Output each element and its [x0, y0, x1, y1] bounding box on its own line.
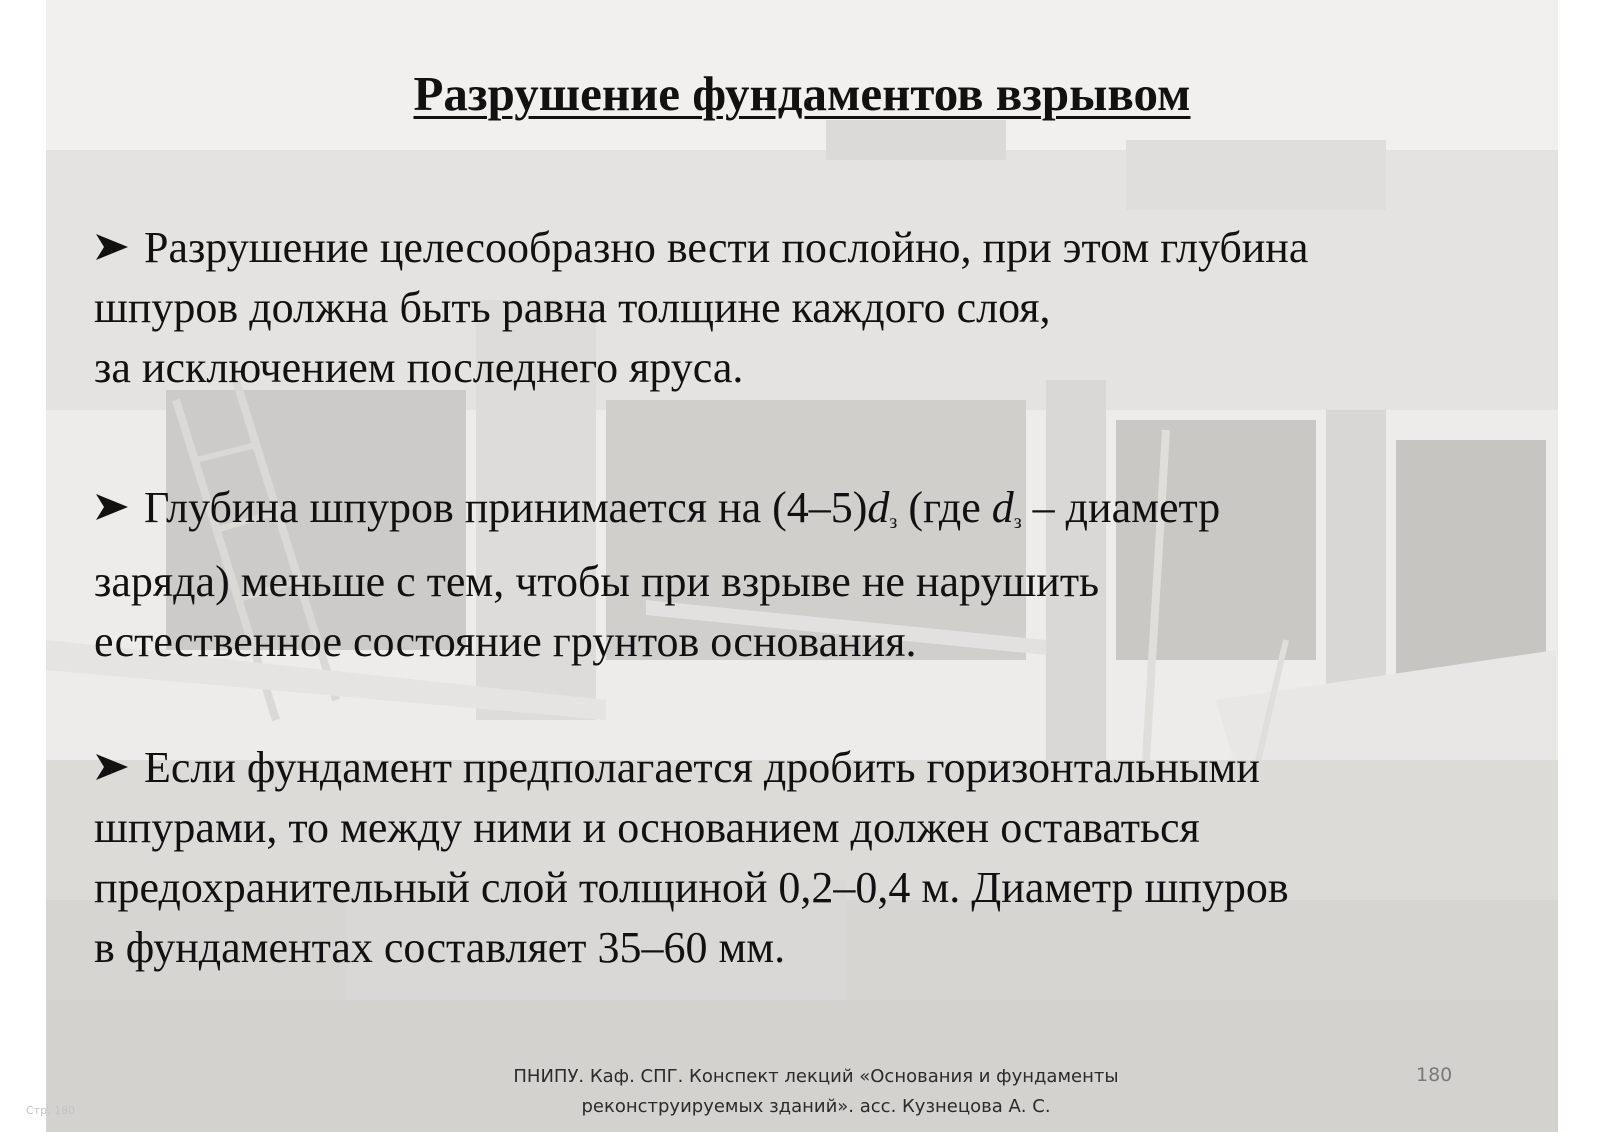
charge-diameter-variable: d	[867, 483, 890, 532]
bullet-item-1	[94, 218, 1534, 398]
page-number: 180	[1416, 1064, 1453, 1086]
arrowhead-bullet-icon	[94, 232, 130, 262]
bullet-item-3	[94, 738, 1534, 978]
bullet-2-line-2: заряда) меньше с тем, чтобы при взрыве не нарушить	[94, 557, 1100, 606]
bullet-1-line-3: за исключением последнего яруса.	[94, 343, 744, 392]
slide-footer	[466, 1062, 1166, 1122]
footer-line-1: ПНИПУ. Каф. СПГ. Конспект лекций «Основания и фундаменты	[513, 1066, 1119, 1087]
slide-title: Разрушение фундаментов взрывом	[413, 66, 1191, 121]
page-mark: Стр. 180	[26, 1104, 76, 1117]
slide	[46, 0, 1558, 1132]
arrowhead-bullet-icon	[94, 492, 130, 522]
bullet-2-line-1-a: Глубина шпуров принимается на (4–5)	[144, 483, 868, 532]
bullet-2-line-3: естественное состояние грунтов основания.	[94, 617, 917, 666]
bullet-3-line-1: Если фундамент предполагается дробить горизонтальными	[144, 743, 1260, 792]
bullet-2-line-1-b: (где	[897, 483, 992, 532]
bullet-1-line-1: Разрушение целесообразно вести послойно, при этом глубина	[144, 223, 1309, 272]
arrowhead-bullet-icon	[94, 752, 130, 782]
charge-diameter-subscript: з	[1013, 511, 1022, 533]
bullet-item-2	[94, 478, 1534, 672]
bullet-2-line-1-c: – диаметр	[1021, 483, 1221, 532]
bullet-3-line-4: в фундаментах составляет 35–60 мм.	[94, 923, 786, 972]
charge-diameter-subscript: з	[889, 511, 898, 533]
bullet-3-line-3: предохранительный слой толщиной 0,2–0,4 м. Диаметр шпуров	[94, 863, 1289, 912]
bullet-1-line-2: шпуров должна быть равна толщине каждого слоя,	[94, 283, 1051, 332]
footer-line-2: реконструируемых зданий». асс. Кузнецова А. С.	[581, 1096, 1051, 1117]
bullet-3-line-2: шпурами, то между ними и основанием должен оставаться	[94, 803, 1200, 852]
charge-diameter-variable: d	[991, 483, 1014, 532]
